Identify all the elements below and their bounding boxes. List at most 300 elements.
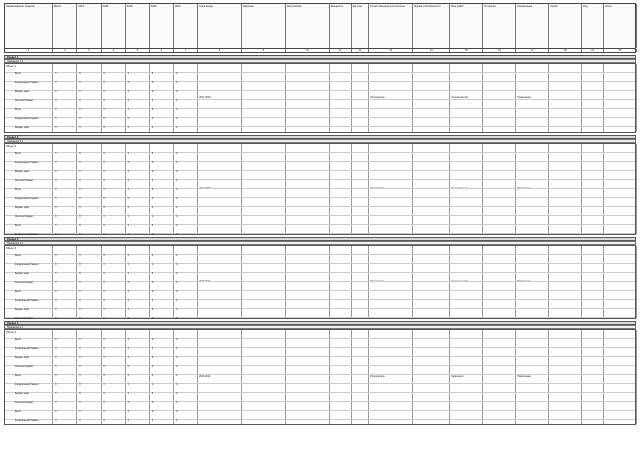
financing-amount: 0	[55, 207, 57, 209]
financing-amount: 0	[103, 180, 105, 182]
financing-amount: 0	[175, 420, 178, 422]
financing-amount: 0	[127, 118, 129, 120]
financing-row	[5, 189, 635, 193]
subsection-header: Подраздел 1.1	[4, 59, 636, 63]
column-number-cell: 8	[198, 49, 242, 52]
financing-amount: 0	[151, 100, 154, 102]
financing-amount: 0	[175, 402, 178, 404]
financing-amount: 0	[55, 255, 57, 257]
financing-amount: 0	[127, 348, 129, 350]
financing-amount: 0	[151, 91, 154, 93]
block-cell: Строительство	[450, 64, 483, 132]
financing-amount: 0	[103, 420, 105, 422]
financing-amount: 0	[55, 411, 57, 413]
block-cell: Примечание	[516, 144, 549, 234]
financing-source-label: Бюджет края	[15, 91, 29, 93]
financing-amount: 0	[175, 375, 178, 377]
block-cell: Объект 1	[5, 64, 53, 132]
financing-source-label: Федеральный бюджет	[15, 264, 39, 266]
header-cell: 2017	[77, 4, 101, 48]
financing-amount: 0	[55, 300, 57, 302]
financing-amount: 0	[151, 420, 154, 422]
financing-amount: 0	[55, 375, 57, 377]
financing-amount: 0	[103, 234, 105, 236]
column-number-cell: 14	[413, 49, 450, 52]
financing-source-label: Всего	[15, 225, 22, 227]
header-cell: Форма собственности	[413, 4, 450, 48]
financing-amount: 0	[175, 73, 178, 75]
financing-amount: 0	[79, 282, 81, 284]
financing-amount: 0	[55, 273, 57, 275]
object-block	[4, 63, 636, 133]
financing-amount: 0	[127, 393, 129, 395]
financing-amount: 0	[151, 402, 154, 404]
financing-amount: 0	[151, 264, 154, 266]
header-cell: 2021	[174, 4, 198, 48]
financing-amount: 0	[79, 171, 81, 173]
financing-amount: 0	[175, 216, 178, 218]
financing-amount: 0	[175, 82, 178, 84]
financing-row	[5, 300, 635, 304]
object-block	[4, 329, 636, 425]
financing-amount: 0	[79, 318, 81, 320]
financing-amount: 0	[175, 153, 178, 155]
financing-source-label: Всего	[15, 153, 22, 155]
financing-amount: 0	[151, 366, 154, 368]
financing-amount: 0	[103, 189, 105, 191]
block-cell: 2019-2021	[198, 330, 242, 424]
financing-amount: 0	[175, 366, 178, 368]
column-number-cell: 15	[450, 49, 483, 52]
financing-source-label: Федеральный бюджет	[15, 300, 39, 302]
financing-amount: 0	[79, 384, 81, 386]
financing-amount: 0	[175, 273, 178, 275]
financing-amount: 0	[55, 171, 57, 173]
financing-row	[5, 402, 635, 406]
financing-amount: 0	[103, 273, 105, 275]
financing-amount: 0	[79, 375, 81, 377]
financing-amount: 0	[55, 118, 57, 120]
column-number-cell: 1	[5, 49, 53, 52]
financing-amount: 0	[151, 291, 154, 293]
object-block	[4, 245, 636, 319]
financing-amount: 0	[55, 339, 57, 341]
financing-row	[5, 162, 635, 166]
financing-amount: 0	[127, 180, 129, 182]
financing-row	[5, 225, 635, 229]
object-block	[4, 143, 636, 235]
financing-row	[5, 255, 635, 259]
financing-source-label: Федеральный бюджет	[15, 82, 39, 84]
financing-row	[5, 339, 635, 343]
column-number-cell: 11	[330, 49, 352, 52]
financing-amount: 0	[79, 234, 81, 236]
financing-amount: 0	[79, 216, 81, 218]
financing-amount: 0	[151, 118, 154, 120]
financing-row	[5, 309, 635, 313]
financing-amount: 0	[127, 300, 129, 302]
financing-amount: 0	[127, 375, 129, 377]
financing-row	[5, 411, 635, 415]
financing-row	[5, 393, 635, 397]
financing-amount: 0	[55, 318, 57, 320]
header-cell: Мощность	[330, 4, 352, 48]
financing-amount: 0	[151, 82, 154, 84]
financing-amount: 0	[79, 198, 81, 200]
financing-amount: 0	[79, 153, 81, 155]
financing-source-label: Федеральный бюджет	[15, 118, 39, 120]
financing-source-label: Бюджет края	[15, 273, 29, 275]
financing-amount: 0	[151, 411, 154, 413]
financing-row	[5, 73, 635, 77]
financing-amount: 0	[175, 318, 178, 320]
header-cell: Ответственный исполнитель	[369, 4, 413, 48]
header-cell: Ед. изм.	[352, 4, 370, 48]
financing-amount: 0	[103, 300, 105, 302]
financing-source-label: Местный бюджет	[15, 366, 34, 368]
financing-amount: 0	[127, 357, 129, 359]
financing-row	[5, 273, 635, 277]
column-number-cell: 9	[242, 49, 286, 52]
financing-amount: 0	[79, 300, 81, 302]
financing-amount: 0	[55, 127, 57, 129]
column-number-cell: 13	[369, 49, 413, 52]
financing-amount: 0	[127, 225, 129, 227]
financing-amount: 0	[175, 171, 178, 173]
financing-amount: 0	[79, 402, 81, 404]
financing-amount: 0	[103, 171, 105, 173]
financing-amount: 0	[151, 225, 154, 227]
financing-amount: 0	[55, 282, 57, 284]
financing-amount: 0	[103, 375, 105, 377]
financing-source-label: Бюджет края	[15, 171, 29, 173]
column-number-cell: 12	[352, 49, 370, 52]
financing-amount: 0	[127, 339, 129, 341]
financing-amount: 0	[79, 109, 81, 111]
financing-source-label: Всего	[15, 375, 22, 377]
financing-amount: 0	[55, 82, 57, 84]
financing-amount: 0	[127, 366, 129, 368]
financing-amount: 0	[151, 255, 154, 257]
financing-amount: 0	[175, 264, 178, 266]
financing-amount: 0	[55, 420, 57, 422]
financing-amount: 0	[55, 357, 57, 359]
financing-amount: 0	[175, 309, 178, 311]
financing-amount: 0	[151, 198, 154, 200]
financing-amount: 0	[175, 109, 178, 111]
financing-row	[5, 357, 635, 361]
block-cell: Исполнитель	[369, 144, 413, 234]
financing-source-label: Федеральный бюджет	[15, 162, 39, 164]
financing-source-label: Бюджет края	[15, 393, 29, 395]
financing-amount: 0	[151, 375, 154, 377]
financing-amount: 0	[103, 255, 105, 257]
financing-amount: 0	[127, 255, 129, 257]
block-cell: Примечание	[516, 246, 549, 318]
subsection-header: Подраздел 3.1	[4, 241, 636, 245]
financing-row	[5, 118, 635, 122]
financing-amount: 0	[127, 162, 129, 164]
financing-amount: 0	[127, 309, 129, 311]
subsection-header: Подраздел 4.1	[4, 325, 636, 329]
financing-source-label: Всего	[15, 291, 22, 293]
header-cell: Наименование объекта	[5, 4, 53, 48]
financing-amount: 0	[151, 153, 154, 155]
financing-source-label: Бюджет края	[15, 309, 29, 311]
column-number-cell: 2	[53, 49, 77, 52]
financing-amount: 0	[127, 73, 129, 75]
financing-amount: 0	[127, 207, 129, 209]
block-cell: 2017-2020	[198, 144, 242, 234]
header-cell: Сроки	[549, 4, 582, 48]
block-cell: Объект 2	[5, 144, 53, 234]
financing-amount: 0	[151, 171, 154, 173]
financing-amount: 0	[55, 180, 57, 182]
financing-amount: 0	[175, 357, 178, 359]
column-number-cell: 18	[549, 49, 582, 52]
financing-amount: 0	[55, 309, 57, 311]
financing-amount: 0	[127, 384, 129, 386]
financing-amount: 0	[103, 411, 105, 413]
financing-amount: 0	[175, 255, 178, 257]
financing-amount: 0	[55, 100, 57, 102]
financing-amount: 0	[103, 91, 105, 93]
financing-amount: 0	[79, 264, 81, 266]
financing-amount: 0	[55, 216, 57, 218]
financing-amount: 0	[55, 91, 57, 93]
financing-amount: 0	[55, 348, 57, 350]
header-cell: Всего	[53, 4, 77, 48]
financing-amount: 0	[151, 393, 154, 395]
header-cell: Итого	[604, 4, 637, 48]
header-cell: Код	[582, 4, 604, 48]
financing-amount: 0	[151, 273, 154, 275]
financing-amount: 0	[175, 384, 178, 386]
financing-amount: 0	[127, 318, 129, 320]
financing-row	[5, 348, 635, 352]
financing-amount: 0	[127, 291, 129, 293]
financing-source-label: Федеральный бюджет	[15, 234, 39, 236]
financing-amount: 0	[79, 82, 81, 84]
financing-source-label: Местный бюджет	[15, 180, 34, 182]
financing-source-label: Бюджет края	[15, 207, 29, 209]
financing-amount: 0	[79, 366, 81, 368]
financing-amount: 0	[103, 162, 105, 164]
financing-amount: 0	[103, 402, 105, 404]
financing-amount: 0	[103, 264, 105, 266]
financing-amount: 0	[151, 348, 154, 350]
financing-amount: 0	[127, 282, 129, 284]
financing-row	[5, 420, 635, 424]
column-number-cell: 17	[516, 49, 549, 52]
financing-amount: 0	[79, 73, 81, 75]
financing-amount: 0	[151, 127, 154, 129]
financing-amount: 0	[79, 273, 81, 275]
financing-amount: 0	[151, 384, 154, 386]
column-number-cell: 4	[102, 49, 126, 52]
block-cell: Исполнитель	[369, 246, 413, 318]
financing-row	[5, 100, 635, 104]
block-cell: Примечание	[516, 64, 549, 132]
financing-amount: 0	[175, 339, 178, 341]
financing-amount: 0	[103, 384, 105, 386]
financing-row	[5, 91, 635, 95]
financing-amount: 0	[55, 153, 57, 155]
column-number-cell: 7	[174, 49, 198, 52]
financing-amount: 0	[175, 189, 178, 191]
financing-row	[5, 282, 635, 286]
financing-amount: 0	[175, 162, 178, 164]
financing-amount: 0	[127, 198, 129, 200]
financing-amount: 0	[55, 198, 57, 200]
financing-amount: 0	[151, 357, 154, 359]
financing-amount: 0	[79, 127, 81, 129]
financing-amount: 0	[127, 127, 129, 129]
financing-amount: 0	[79, 100, 81, 102]
financing-amount: 0	[103, 225, 105, 227]
financing-amount: 0	[151, 189, 154, 191]
financing-source-label: Федеральный бюджет	[15, 420, 39, 422]
financing-amount: 0	[127, 82, 129, 84]
financing-amount: 0	[175, 300, 178, 302]
financing-amount: 0	[127, 100, 129, 102]
financing-amount: 0	[79, 420, 81, 422]
document-sheet	[4, 3, 636, 449]
section-header: Раздел 1	[4, 55, 636, 59]
financing-row	[5, 180, 635, 184]
financing-amount: 0	[175, 91, 178, 93]
column-number-cell: 19	[582, 49, 604, 52]
financing-source-label: Всего	[15, 109, 22, 111]
financing-source-label: Всего	[15, 73, 22, 75]
financing-amount: 0	[79, 225, 81, 227]
financing-amount: 0	[127, 264, 129, 266]
financing-amount: 0	[151, 309, 154, 311]
financing-amount: 0	[175, 127, 178, 129]
financing-amount: 0	[127, 420, 129, 422]
financing-amount: 0	[79, 291, 81, 293]
header-cell: Срок ввода	[198, 4, 242, 48]
financing-row	[5, 109, 635, 113]
financing-amount: 0	[175, 291, 178, 293]
financing-amount: 0	[103, 291, 105, 293]
financing-amount: 0	[79, 411, 81, 413]
financing-amount: 0	[79, 357, 81, 359]
financing-amount: 0	[103, 282, 105, 284]
financing-amount: 0	[175, 118, 178, 120]
block-cell: Объект 4	[5, 330, 53, 424]
financing-amount: 0	[127, 234, 129, 236]
section-header: Раздел 4	[4, 321, 636, 325]
financing-amount: 0	[55, 402, 57, 404]
section-header: Раздел 2	[4, 135, 636, 139]
financing-amount: 0	[79, 393, 81, 395]
financing-row	[5, 384, 635, 388]
header-cell: Источник	[483, 4, 516, 48]
financing-amount: 0	[175, 348, 178, 350]
financing-row	[5, 366, 635, 370]
financing-amount: 0	[103, 357, 105, 359]
financing-amount: 0	[127, 153, 129, 155]
financing-amount: 0	[175, 282, 178, 284]
column-number-cell: 5	[126, 49, 150, 52]
column-number-cell: 3	[77, 49, 101, 52]
financing-amount: 0	[151, 216, 154, 218]
financing-row	[5, 171, 635, 175]
financing-amount: 0	[55, 234, 57, 236]
financing-amount: 0	[103, 100, 105, 102]
financing-amount: 0	[127, 189, 129, 191]
financing-amount: 0	[103, 118, 105, 120]
financing-source-label: Местный бюджет	[15, 216, 34, 218]
financing-amount: 0	[175, 100, 178, 102]
financing-amount: 0	[127, 216, 129, 218]
financing-source-label: Местный бюджет	[15, 282, 34, 284]
financing-row	[5, 375, 635, 379]
financing-source-label: Местный бюджет	[15, 402, 34, 404]
block-cell: Объект 3	[5, 246, 53, 318]
financing-amount: 0	[79, 180, 81, 182]
financing-amount: 0	[103, 207, 105, 209]
financing-amount: 0	[79, 189, 81, 191]
financing-amount: 0	[103, 198, 105, 200]
header-cell: Вид работ	[450, 4, 483, 48]
financing-amount: 0	[127, 109, 129, 111]
financing-row	[5, 82, 635, 86]
header-cell: 2018	[102, 4, 126, 48]
financing-source-label: Бюджет края	[15, 127, 29, 129]
financing-source-label: Всего	[15, 339, 22, 341]
financing-row	[5, 264, 635, 268]
financing-amount: 0	[55, 264, 57, 266]
financing-amount: 0	[175, 225, 178, 227]
financing-amount: 0	[103, 366, 105, 368]
financing-source-label: Федеральный бюджет	[15, 384, 39, 386]
header-cell: Заказчик	[242, 4, 286, 48]
financing-row	[5, 127, 635, 131]
financing-amount: 0	[55, 366, 57, 368]
financing-amount: 0	[55, 109, 57, 111]
column-number-cell: 6	[150, 49, 174, 52]
financing-amount: 0	[151, 180, 154, 182]
financing-amount: 0	[55, 291, 57, 293]
block-cell: Исполнитель	[369, 330, 413, 424]
table-header	[4, 3, 636, 49]
header-cell: Примечание	[516, 4, 549, 48]
section-header: Раздел 3	[4, 237, 636, 241]
financing-source-label: Местный бюджет	[15, 100, 34, 102]
financing-amount: 0	[55, 162, 57, 164]
financing-amount: 0	[151, 339, 154, 341]
financing-amount: 0	[103, 109, 105, 111]
financing-row	[5, 153, 635, 157]
financing-amount: 0	[79, 118, 81, 120]
financing-amount: 0	[175, 411, 178, 413]
financing-amount: 0	[127, 402, 129, 404]
financing-amount: 0	[55, 384, 57, 386]
financing-source-label: Федеральный бюджет	[15, 348, 39, 350]
financing-amount: 0	[127, 91, 129, 93]
financing-amount: 0	[103, 348, 105, 350]
financing-amount: 0	[151, 318, 154, 320]
financing-amount: 0	[79, 339, 81, 341]
financing-amount: 0	[103, 73, 105, 75]
financing-source-label: Всего	[15, 411, 22, 413]
financing-row	[5, 216, 635, 220]
financing-amount: 0	[175, 234, 178, 236]
financing-amount: 0	[103, 339, 105, 341]
financing-amount: 0	[175, 180, 178, 182]
